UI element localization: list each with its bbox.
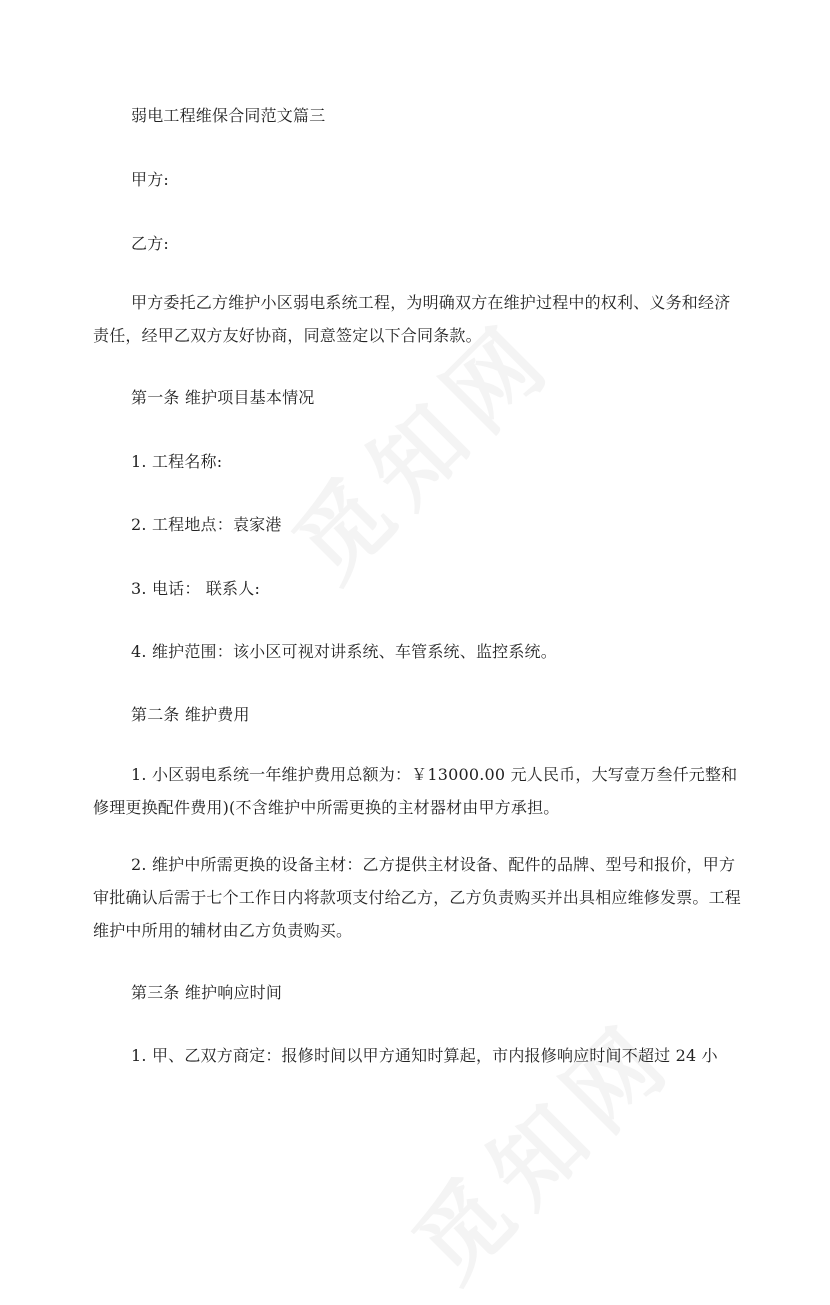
article1-heading: 第一条 维护项目基本情况 xyxy=(131,388,315,407)
document-title: 弱电工程维保合同范文篇三 xyxy=(131,106,326,125)
article3-item: 1. 甲、乙双方商定：报修时间以甲方通知时算起，市内报修响应时间不超过 24 小 xyxy=(131,1046,718,1065)
article2-item: 1. 小区弱电系统一年维护费用总额为：￥13000.00 元人民币，大写壹万叁仟元整和修理更换配件费用)(不含维护中所需更换的主材器材由甲方承担。 xyxy=(93,765,738,817)
article2-heading: 第二条 维护费用 xyxy=(131,705,250,724)
article1-item: 1. 工程名称: xyxy=(131,452,223,471)
watermark-lower xyxy=(380,987,698,1305)
article3-heading: 第三条 维护响应时间 xyxy=(131,983,283,1002)
article1-item: 2. 工程地点：袁家港 xyxy=(131,515,282,534)
article2-item: 2. 维护中所需更换的设备主材：乙方提供主材设备、配件的品牌、型号和报价，甲方审批确认后需于七个工作日内将款项支付给乙方，乙方负责购买并出具相应维修发票。工程维护中所用的辅材由乙方负责购买。 xyxy=(93,855,742,940)
article1-item: 4. 维护范围：该小区可视对讲系统、车管系统、监控系统。 xyxy=(131,642,557,661)
article1-item: 3. 电话： 联系人: xyxy=(131,579,261,598)
party-a-line: 甲方: xyxy=(131,170,169,189)
party-b-line: 乙方: xyxy=(131,234,169,253)
intro-paragraph: 甲方委托乙方维护小区弱电系统工程，为明确双方在维护过程中的权利、义务和经济责任，经甲乙双方友好协商，同意签定以下合同条款。 xyxy=(93,293,731,345)
